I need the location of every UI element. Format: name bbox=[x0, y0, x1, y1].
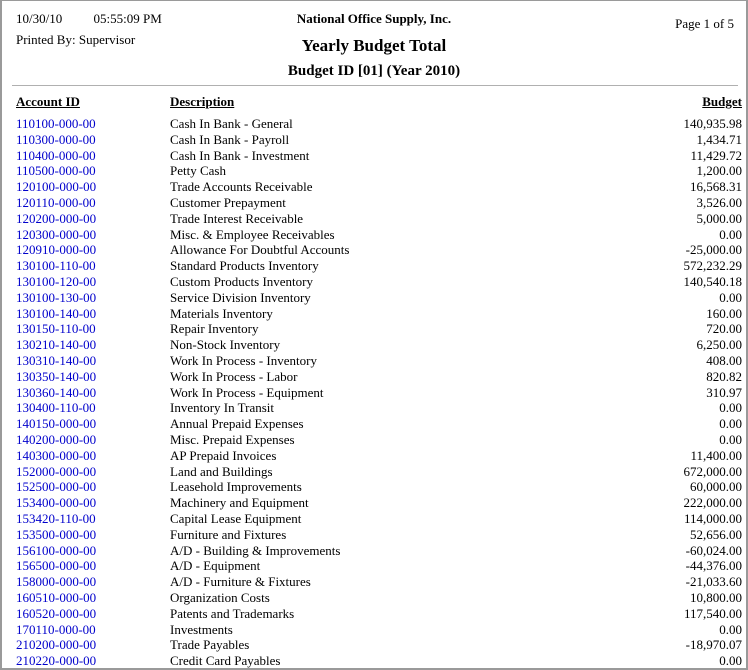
table-row bbox=[16, 369, 742, 385]
table-row bbox=[16, 337, 742, 353]
budget-amount: 0.00 bbox=[719, 400, 742, 416]
budget-amount: 11,429.72 bbox=[690, 147, 742, 163]
budget-amount: 16,568.31 bbox=[690, 179, 742, 195]
table-row bbox=[16, 637, 742, 653]
account-description: Work In Process - Labor bbox=[170, 368, 298, 384]
table-row bbox=[16, 258, 742, 274]
account-id-link[interactable]: 160510-000-00 bbox=[16, 589, 97, 605]
account-id-link[interactable]: 158000-000-00 bbox=[16, 574, 97, 590]
account-id-link[interactable]: 120300-000-00 bbox=[16, 226, 97, 242]
account-id-link[interactable]: 130360-140-00 bbox=[16, 384, 97, 400]
account-id-link[interactable]: 130100-120-00 bbox=[16, 273, 97, 289]
account-description: A/D - Building & Improvements bbox=[170, 542, 341, 558]
account-description: Trade Accounts Receivable bbox=[170, 179, 313, 195]
account-description: Petty Cash bbox=[170, 163, 226, 179]
table-row bbox=[16, 321, 742, 337]
account-id-link[interactable]: 140150-000-00 bbox=[16, 416, 97, 432]
table-row bbox=[16, 590, 742, 606]
account-id-link[interactable]: 130100-130-00 bbox=[16, 289, 97, 305]
table-row bbox=[16, 132, 742, 148]
account-description: A/D - Equipment bbox=[170, 558, 261, 574]
account-id-link[interactable]: 160520-000-00 bbox=[16, 605, 97, 621]
account-id-link[interactable]: 210220-000-00 bbox=[16, 653, 97, 669]
header-divider bbox=[12, 85, 738, 86]
budget-amount: 160.00 bbox=[706, 305, 742, 321]
table-row bbox=[16, 306, 742, 322]
account-id-link[interactable]: 153500-000-00 bbox=[16, 526, 97, 542]
account-description: Misc. Prepaid Expenses bbox=[170, 431, 295, 447]
budget-amount: 1,434.71 bbox=[696, 131, 742, 147]
account-id-link[interactable]: 130150-110-00 bbox=[16, 321, 96, 337]
budget-amount: 114,000.00 bbox=[683, 510, 742, 526]
account-description: Cash In Bank - Payroll bbox=[170, 131, 290, 147]
budget-amount: 11,400.00 bbox=[690, 447, 742, 463]
budget-amount: 0.00 bbox=[719, 621, 742, 637]
budget-amount: 117,540.00 bbox=[683, 605, 742, 621]
account-id-link[interactable]: 110400-000-00 bbox=[16, 147, 96, 163]
budget-amount: -60,024.00 bbox=[685, 542, 742, 558]
account-id-link[interactable]: 140300-000-00 bbox=[16, 447, 97, 463]
budget-amount: 5,000.00 bbox=[696, 210, 742, 226]
table-row bbox=[16, 558, 742, 574]
account-description: AP Prepaid Invoices bbox=[170, 447, 277, 463]
report-title: Yearly Budget Total bbox=[301, 36, 447, 55]
table-row bbox=[16, 290, 742, 306]
account-id-link[interactable]: 120200-000-00 bbox=[16, 210, 97, 226]
report-date: 10/30/10 bbox=[16, 11, 63, 26]
table-row bbox=[16, 511, 742, 527]
table-row bbox=[16, 163, 742, 179]
account-description: Organization Costs bbox=[170, 589, 270, 605]
table-row bbox=[16, 606, 742, 622]
account-id-link[interactable]: 110300-000-00 bbox=[16, 131, 96, 147]
budget-amount: -18,970.07 bbox=[685, 637, 742, 653]
account-description: Service Division Inventory bbox=[170, 289, 311, 305]
account-id-link[interactable]: 120100-000-00 bbox=[16, 179, 97, 195]
budget-amount: 820.82 bbox=[706, 368, 742, 384]
budget-amount: 672,000.00 bbox=[683, 463, 742, 479]
budget-table bbox=[16, 94, 742, 669]
account-description: Capital Lease Equipment bbox=[170, 510, 302, 526]
budget-amount: 572,232.29 bbox=[683, 258, 742, 274]
table-row bbox=[16, 148, 742, 164]
table-row bbox=[16, 211, 742, 227]
budget-amount: 60,000.00 bbox=[690, 479, 742, 495]
table-row bbox=[16, 274, 742, 290]
table-row bbox=[16, 416, 742, 432]
budget-amount: 310.97 bbox=[706, 384, 742, 400]
table-row bbox=[16, 495, 742, 511]
account-description: Annual Prepaid Expenses bbox=[170, 416, 304, 432]
account-description: Investments bbox=[170, 621, 233, 637]
table-row bbox=[16, 464, 742, 480]
budget-amount: 140,935.98 bbox=[683, 116, 742, 131]
account-description: Cash In Bank - Investment bbox=[170, 147, 310, 163]
budget-table-body bbox=[16, 116, 742, 669]
table-row bbox=[16, 448, 742, 464]
budget-amount: 10,800.00 bbox=[690, 589, 742, 605]
table-row bbox=[16, 116, 742, 132]
account-description: Non-Stock Inventory bbox=[170, 337, 281, 353]
table-row bbox=[16, 227, 742, 243]
account-description: Allowance For Doubtful Accounts bbox=[170, 242, 350, 258]
table-row bbox=[16, 574, 742, 590]
budget-amount: 0.00 bbox=[719, 289, 742, 305]
account-id-link[interactable]: 156100-000-00 bbox=[16, 542, 97, 558]
account-description: Work In Process - Equipment bbox=[170, 384, 324, 400]
table-row bbox=[16, 653, 742, 669]
account-id-link[interactable]: 130210-140-00 bbox=[16, 337, 97, 353]
budget-amount: 0.00 bbox=[719, 431, 742, 447]
account-id-link[interactable]: 130100-110-00 bbox=[16, 258, 96, 274]
budget-amount: -44,376.00 bbox=[685, 558, 742, 574]
account-id-link[interactable]: 130100-140-00 bbox=[16, 305, 97, 321]
budget-amount: 6,250.00 bbox=[696, 337, 742, 353]
account-description: Standard Products Inventory bbox=[170, 258, 319, 274]
account-description: Trade Interest Receivable bbox=[170, 210, 304, 226]
account-description: A/D - Furniture & Fixtures bbox=[170, 574, 311, 590]
account-id-link[interactable]: 210200-000-00 bbox=[16, 637, 97, 653]
account-id-link[interactable]: 156500-000-00 bbox=[16, 558, 97, 574]
budget-amount: 0.00 bbox=[719, 226, 742, 242]
table-row bbox=[16, 179, 742, 195]
account-id-link[interactable]: 130350-140-00 bbox=[16, 368, 97, 384]
account-description: Leasehold Improvements bbox=[170, 479, 302, 495]
company-name: National Office Supply, Inc. bbox=[296, 11, 452, 26]
report-datetime bbox=[16, 11, 162, 27]
account-description: Work In Process - Inventory bbox=[170, 352, 317, 368]
account-id-link[interactable]: 120110-000-00 bbox=[16, 194, 96, 210]
account-description: Trade Payables bbox=[170, 637, 250, 653]
budget-amount: 0.00 bbox=[719, 416, 742, 432]
table-row bbox=[16, 479, 742, 495]
table-row bbox=[16, 543, 742, 559]
account-description: Cash In Bank - General bbox=[170, 116, 293, 131]
table-row bbox=[16, 400, 742, 416]
account-description: Land and Buildings bbox=[170, 463, 273, 479]
column-header-account-id: Account ID bbox=[16, 94, 80, 109]
account-id-link[interactable]: 153420-110-00 bbox=[16, 510, 96, 526]
account-description: Patents and Trademarks bbox=[170, 605, 295, 621]
account-id-link[interactable]: 152500-000-00 bbox=[16, 479, 97, 495]
table-row bbox=[16, 195, 742, 211]
report-subtitle: Budget ID [01] (Year 2010) bbox=[287, 63, 461, 79]
account-id-link[interactable]: 140200-000-00 bbox=[16, 431, 97, 447]
page-number-label: Page 1 of 5 bbox=[675, 16, 734, 31]
account-description: Machinery and Equipment bbox=[170, 495, 309, 511]
account-id-link[interactable]: 110100-000-00 bbox=[16, 116, 96, 131]
table-row bbox=[16, 385, 742, 401]
account-id-link[interactable]: 130310-140-00 bbox=[16, 352, 97, 368]
account-description: Customer Prepayment bbox=[170, 194, 286, 210]
account-description: Repair Inventory bbox=[170, 321, 259, 337]
account-id-link[interactable]: 170110-000-00 bbox=[16, 621, 96, 637]
table-row bbox=[16, 353, 742, 369]
account-description: Inventory In Transit bbox=[170, 400, 274, 416]
account-description: Credit Card Payables bbox=[170, 653, 281, 669]
table-row bbox=[16, 242, 742, 258]
budget-amount: 408.00 bbox=[706, 352, 742, 368]
account-description: Misc. & Employee Receivables bbox=[170, 226, 335, 242]
column-header-description: Description bbox=[170, 94, 235, 109]
budget-amount: -21,033.60 bbox=[685, 574, 742, 590]
budget-amount: 3,526.00 bbox=[696, 194, 742, 210]
table-row bbox=[16, 622, 742, 638]
account-id-link[interactable]: 130400-110-00 bbox=[16, 400, 96, 416]
report-time: 05:55:09 PM bbox=[93, 11, 162, 26]
budget-amount: 0.00 bbox=[719, 653, 742, 669]
account-description: Custom Products Inventory bbox=[170, 273, 313, 289]
table-header-row bbox=[16, 94, 742, 116]
table-row bbox=[16, 432, 742, 448]
budget-amount: -25,000.00 bbox=[685, 242, 742, 258]
account-description: Furniture and Fixtures bbox=[170, 526, 287, 542]
budget-amount: 1,200.00 bbox=[696, 163, 742, 179]
account-id-link[interactable]: 110500-000-00 bbox=[16, 163, 96, 179]
budget-amount: 52,656.00 bbox=[690, 526, 742, 542]
budget-amount: 720.00 bbox=[706, 321, 742, 337]
account-id-link[interactable]: 120910-000-00 bbox=[16, 242, 97, 258]
column-header-budget: Budget bbox=[702, 94, 742, 109]
table-row bbox=[16, 527, 742, 543]
budget-amount: 140,540.18 bbox=[683, 273, 742, 289]
printed-by-label: Printed By: Supervisor bbox=[16, 32, 136, 47]
account-id-link[interactable]: 152000-000-00 bbox=[16, 463, 97, 479]
account-id-link[interactable]: 153400-000-00 bbox=[16, 495, 97, 511]
budget-amount: 222,000.00 bbox=[683, 495, 742, 511]
account-description: Materials Inventory bbox=[170, 305, 273, 321]
